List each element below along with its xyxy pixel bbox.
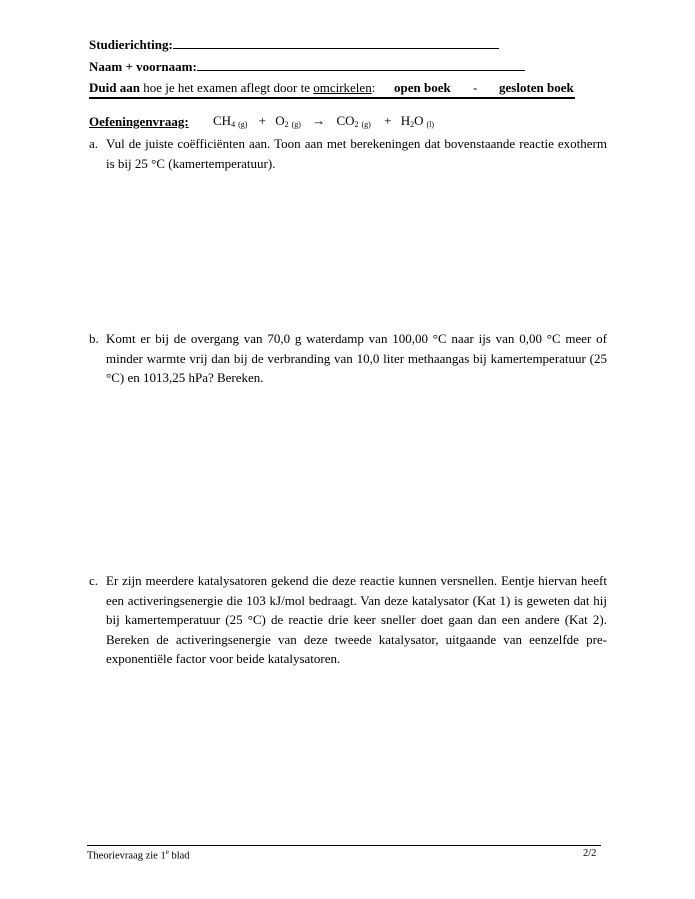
footer-divider xyxy=(87,845,601,846)
reaction-equation xyxy=(213,113,434,129)
question-a xyxy=(89,134,607,173)
duid-aan-row xyxy=(89,80,579,96)
studierichting-row xyxy=(89,36,499,53)
footer-left-text: Theorievraag zie 1 xyxy=(87,850,166,862)
naam-row xyxy=(89,58,525,75)
footer-left-after: blad xyxy=(168,850,190,862)
eq-plus-2: + xyxy=(384,113,392,128)
eq-arrow: → xyxy=(312,113,326,128)
eq-ch4-sub: 4 xyxy=(231,120,236,129)
eq-h2o-sub: 2 xyxy=(410,120,415,129)
duid-aan-colon: : xyxy=(371,80,376,95)
footer-left-sup: e xyxy=(165,848,169,856)
exercise-title-row xyxy=(89,114,189,130)
question-b-text: Komt er bij de overgang van 70,0 g waterdamp van 100,00 °C naar ijs van 0,00 °C meer of minder warmte vrij dan bij de verbranding van 10,0 liter methaangas bij kamertemperatuur (25 °C) en 1013,25 hPa? Bereken. xyxy=(106,331,607,385)
eq-co2: CO xyxy=(336,113,355,128)
eq-o2: O xyxy=(275,113,285,128)
question-b xyxy=(89,329,607,388)
question-c-label: c. xyxy=(89,573,99,588)
question-c-text: Er zijn meerdere katalysatoren gekend die deze reactie kunnen versnellen. Eentje hiervan heeft een activeringsenergie die 103 kJ/mol bedraagt. Van deze katalysator (Kat 1) is geweten dat hij bij kamertemperatuur (25 °C) de reactie drie keer sneller doet gaan dan een andere (Kat 2). Bereken de activeringsenergie van deze tweede katalysator, uitgaande van eenzelfde pre-exponentiële factor voor beide katalysatoren. xyxy=(106,573,607,666)
option-separator: - xyxy=(473,80,478,95)
studierichting-label: Studierichting: xyxy=(89,37,173,52)
question-b-label: b. xyxy=(89,331,99,346)
duid-aan-text: hoe je het examen aflegt door te xyxy=(139,80,314,95)
eq-ch4-state: (g) xyxy=(238,120,248,129)
eq-o2-sub: 2 xyxy=(284,120,289,129)
question-a-text: Vul de juiste coëfficiënten aan. Toon aan met berekeningen dat bovenstaande reactie exotherm is bij 25 °C (kamertemperatuur). xyxy=(106,136,607,171)
footer-left xyxy=(87,848,190,862)
open-boek-option: open boek xyxy=(394,80,451,95)
footer-page-number: 2/2 xyxy=(583,848,597,859)
naam-blank xyxy=(197,58,525,71)
omcirkelen-word: omcirkelen xyxy=(313,80,372,95)
eq-co2-sub: 2 xyxy=(354,120,359,129)
duid-aan-label: Duid aan xyxy=(89,80,140,95)
naam-label: Naam + voornaam: xyxy=(89,59,197,74)
exercise-title: Oefeningenvraag: xyxy=(89,114,189,129)
eq-h2o-state: (l) xyxy=(426,120,435,129)
eq-ch4: CH xyxy=(213,113,232,128)
eq-h2o-o: O xyxy=(414,113,424,128)
header-divider xyxy=(89,97,575,99)
eq-h2o-h: H xyxy=(400,113,411,128)
studierichting-blank xyxy=(173,36,499,49)
eq-o2-state: (g) xyxy=(291,120,301,129)
question-a-label: a. xyxy=(89,136,99,151)
gesloten-boek-option: gesloten boek xyxy=(499,80,574,95)
eq-co2-state: (g) xyxy=(361,120,371,129)
question-c xyxy=(89,571,607,669)
eq-plus-1: + xyxy=(258,113,266,128)
